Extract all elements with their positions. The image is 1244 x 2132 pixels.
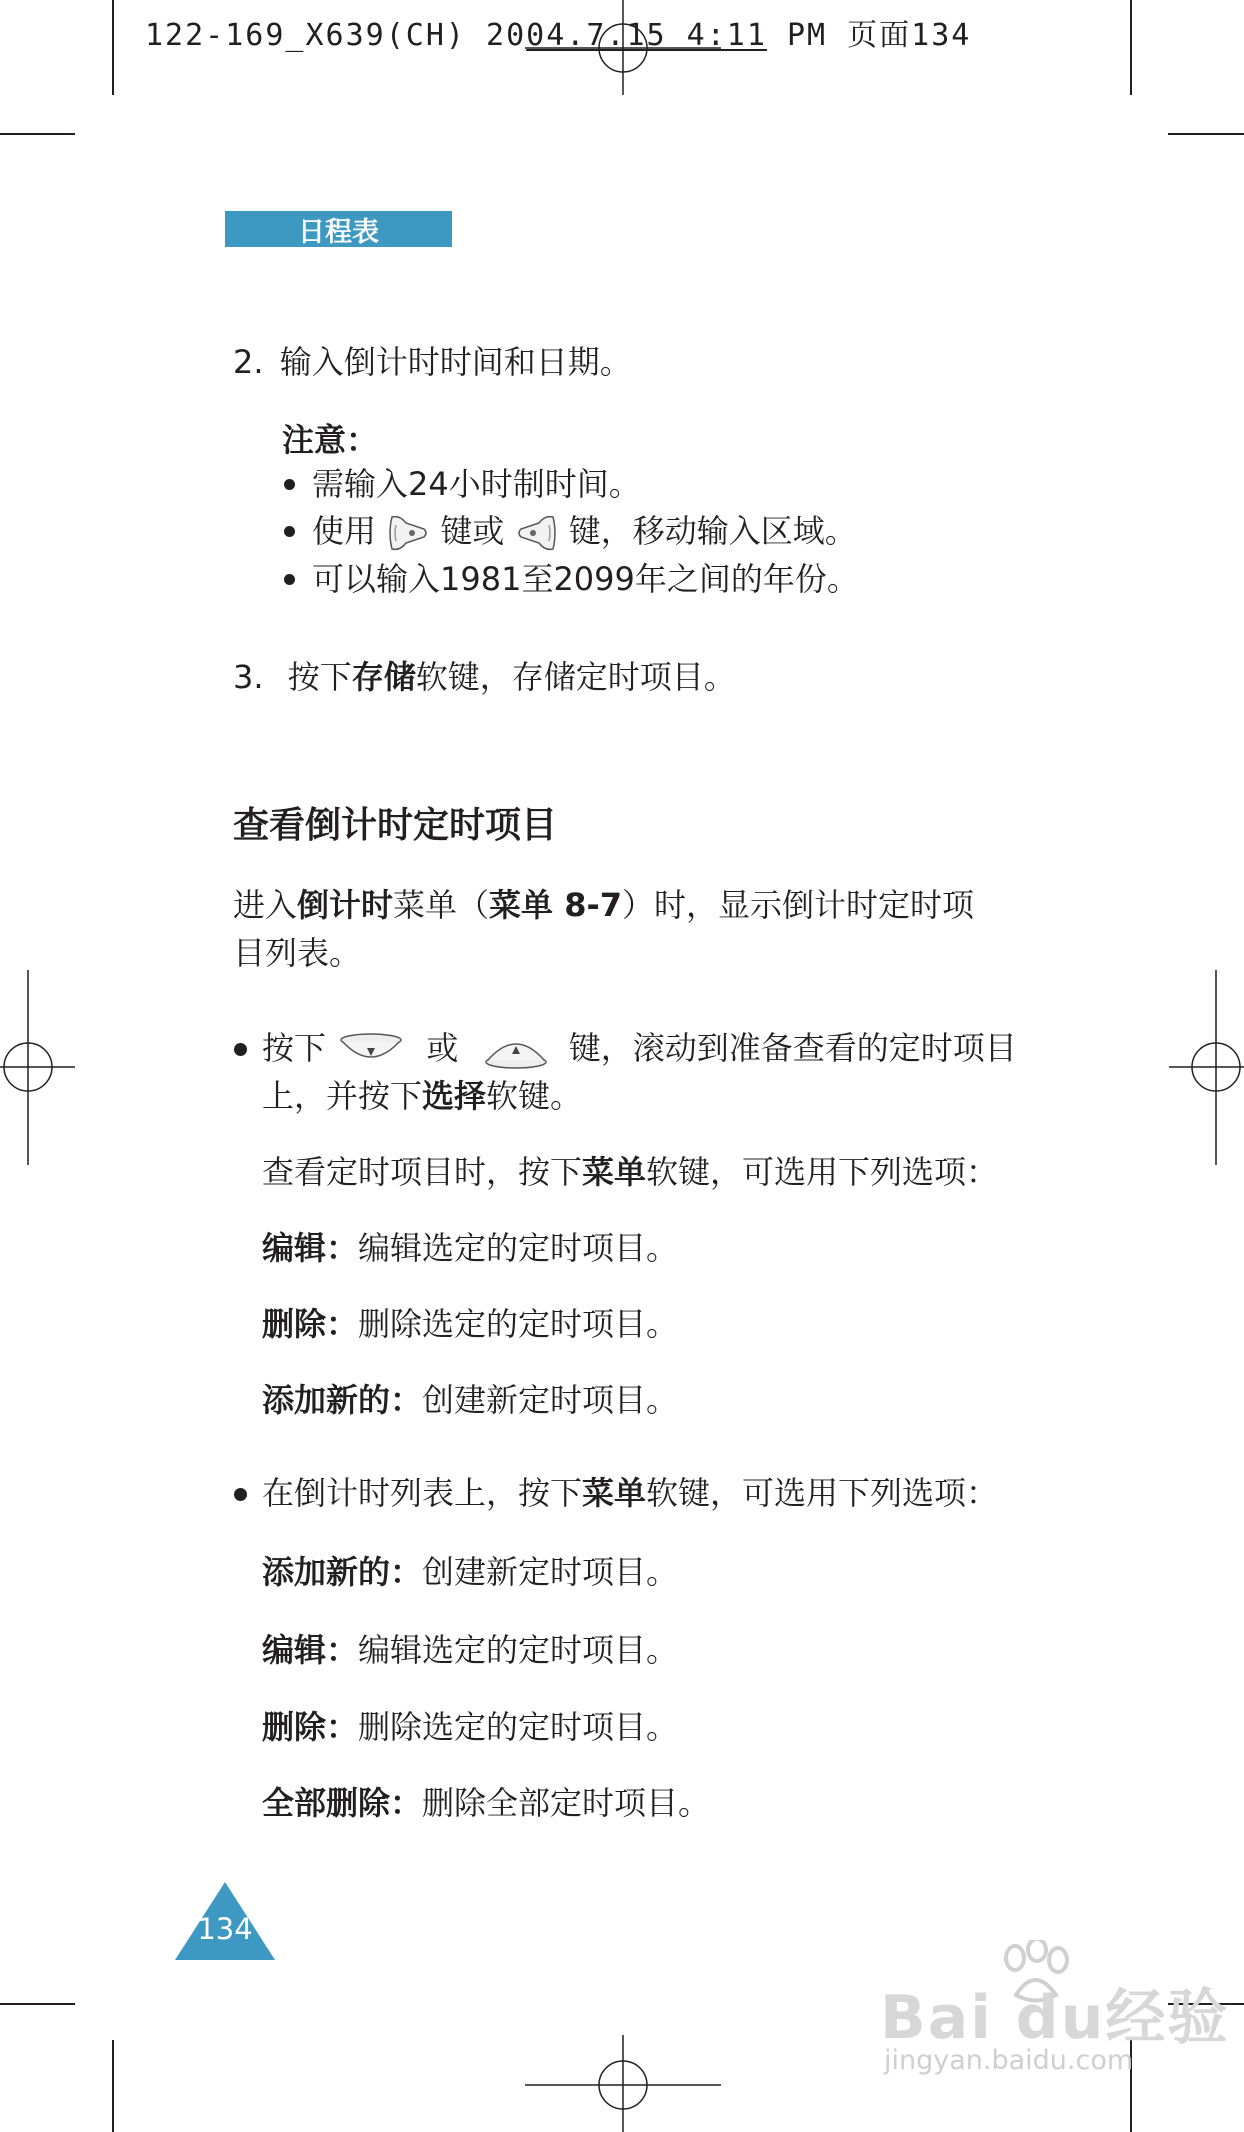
option-row — [262, 1226, 678, 1270]
crop-mark — [0, 2003, 75, 2005]
bullet — [234, 1043, 247, 1056]
crop-mark — [0, 133, 75, 135]
step-number: 3. — [233, 658, 264, 696]
para-bold: 菜单 — [582, 1153, 647, 1191]
bullet-1-line-2 — [262, 1074, 582, 1118]
bullet-2-line-1 — [262, 1471, 998, 1515]
note-item-before: 使用 — [312, 512, 377, 550]
bullet-text: 或 — [426, 1029, 459, 1067]
registration-mark-right — [1164, 970, 1244, 1170]
option-name: 删除： — [262, 1708, 359, 1746]
option-name: 添加新的： — [262, 1381, 423, 1419]
option-desc: 删除选定的定时项目。 — [358, 1708, 679, 1746]
option-row — [262, 1378, 678, 1422]
note-item — [312, 509, 857, 553]
bullet-text: 在倒计时列表上，按下 — [262, 1474, 583, 1512]
bullet — [234, 1488, 247, 1501]
note-item-after: 键，移动输入区域。 — [568, 512, 857, 550]
bullet-1-line-1 — [262, 1026, 1017, 1070]
note-bullet — [284, 526, 295, 537]
watermark-brand: Bai du经验 — [880, 1983, 1230, 2053]
note-item: 可以输入1981至2099年之间的年份。 — [312, 560, 859, 598]
up-nav-key-icon — [481, 1030, 551, 1070]
step-text: 输入倒计时时间和日期。 — [279, 343, 632, 381]
intro-bold: 倒计时 — [297, 886, 394, 924]
intro-text: 进入 — [233, 886, 298, 924]
intro-text: 菜单（ — [393, 886, 490, 924]
option-name: 全部删除： — [262, 1784, 423, 1822]
bullet-1-para — [262, 1150, 998, 1194]
intro-line-1 — [233, 883, 974, 927]
bullet-bold: 选择 — [422, 1077, 487, 1115]
step-text-after: 软键，存储定时项目。 — [415, 658, 736, 696]
option-desc: 编辑选定的定时项目。 — [358, 1229, 679, 1267]
step-text-bold: 存储 — [351, 658, 416, 696]
intro-line-2: 目列表。 — [233, 934, 362, 972]
page-number: 134 — [197, 1912, 253, 1946]
step-3 — [233, 655, 736, 699]
bullet-text: 按下 — [262, 1029, 327, 1067]
section-heading: 查看倒计时定时项目 — [233, 805, 558, 846]
registration-mark-top — [525, 0, 721, 100]
section-tab: 日程表 — [225, 211, 452, 247]
watermark-url: jingyan.baidu.com — [884, 2045, 1134, 2076]
option-desc: 创建新定时项目。 — [422, 1553, 679, 1591]
registration-mark-bottom — [525, 2035, 721, 2132]
option-name: 编辑： — [262, 1229, 359, 1267]
step-text-before: 按下 — [287, 658, 352, 696]
right-nav-key-icon — [515, 513, 559, 553]
left-nav-key-icon — [386, 513, 430, 553]
bullet-bold: 菜单 — [582, 1474, 647, 1512]
bullet-text: 键，滚动到准备查看的定时项目 — [568, 1029, 1017, 1067]
step-number: 2. — [233, 343, 264, 381]
option-row — [262, 1705, 678, 1749]
crop-mark — [112, 2040, 114, 2132]
option-desc: 编辑选定的定时项目。 — [358, 1631, 679, 1669]
option-row — [262, 1628, 678, 1672]
note-bullet — [284, 574, 295, 585]
crop-mark — [1130, 0, 1132, 95]
intro-bold: 菜单 8-7 — [489, 886, 623, 924]
intro-text: ）时，显示倒计时定时项 — [622, 886, 975, 924]
crop-mark — [112, 0, 114, 95]
registration-mark-left — [0, 970, 80, 1170]
down-nav-key-icon — [336, 1030, 406, 1070]
option-name: 删除： — [262, 1305, 359, 1343]
step-2 — [233, 340, 632, 384]
note-item: 需输入24小时制时间。 — [312, 465, 641, 503]
print-header-datetime: 04.7.15 4:11 — [526, 18, 767, 53]
note-bullet — [284, 479, 295, 490]
option-name: 添加新的： — [262, 1553, 423, 1591]
option-desc: 创建新定时项目。 — [422, 1381, 679, 1419]
option-name: 编辑： — [262, 1631, 359, 1669]
note-item-mid: 键或 — [440, 512, 505, 550]
bullet-text: 上，并按下 — [262, 1077, 423, 1115]
para-text: 软键，可选用下列选项： — [646, 1153, 999, 1191]
option-desc: 删除全部定时项目。 — [422, 1784, 711, 1822]
print-header-suffix: PM 页面134 — [766, 18, 972, 53]
note-title: 注意： — [282, 421, 379, 459]
option-row — [262, 1550, 678, 1594]
option-desc: 删除选定的定时项目。 — [358, 1305, 679, 1343]
bullet-text: 软键，可选用下列选项： — [646, 1474, 999, 1512]
option-row — [262, 1781, 710, 1825]
crop-mark — [1168, 133, 1244, 135]
para-text: 查看定时项目时，按下 — [262, 1153, 583, 1191]
option-row — [262, 1302, 678, 1346]
print-header-prefix: 122-169_X639(CH) 20 — [145, 18, 527, 53]
bullet-text: 软键。 — [486, 1077, 583, 1115]
